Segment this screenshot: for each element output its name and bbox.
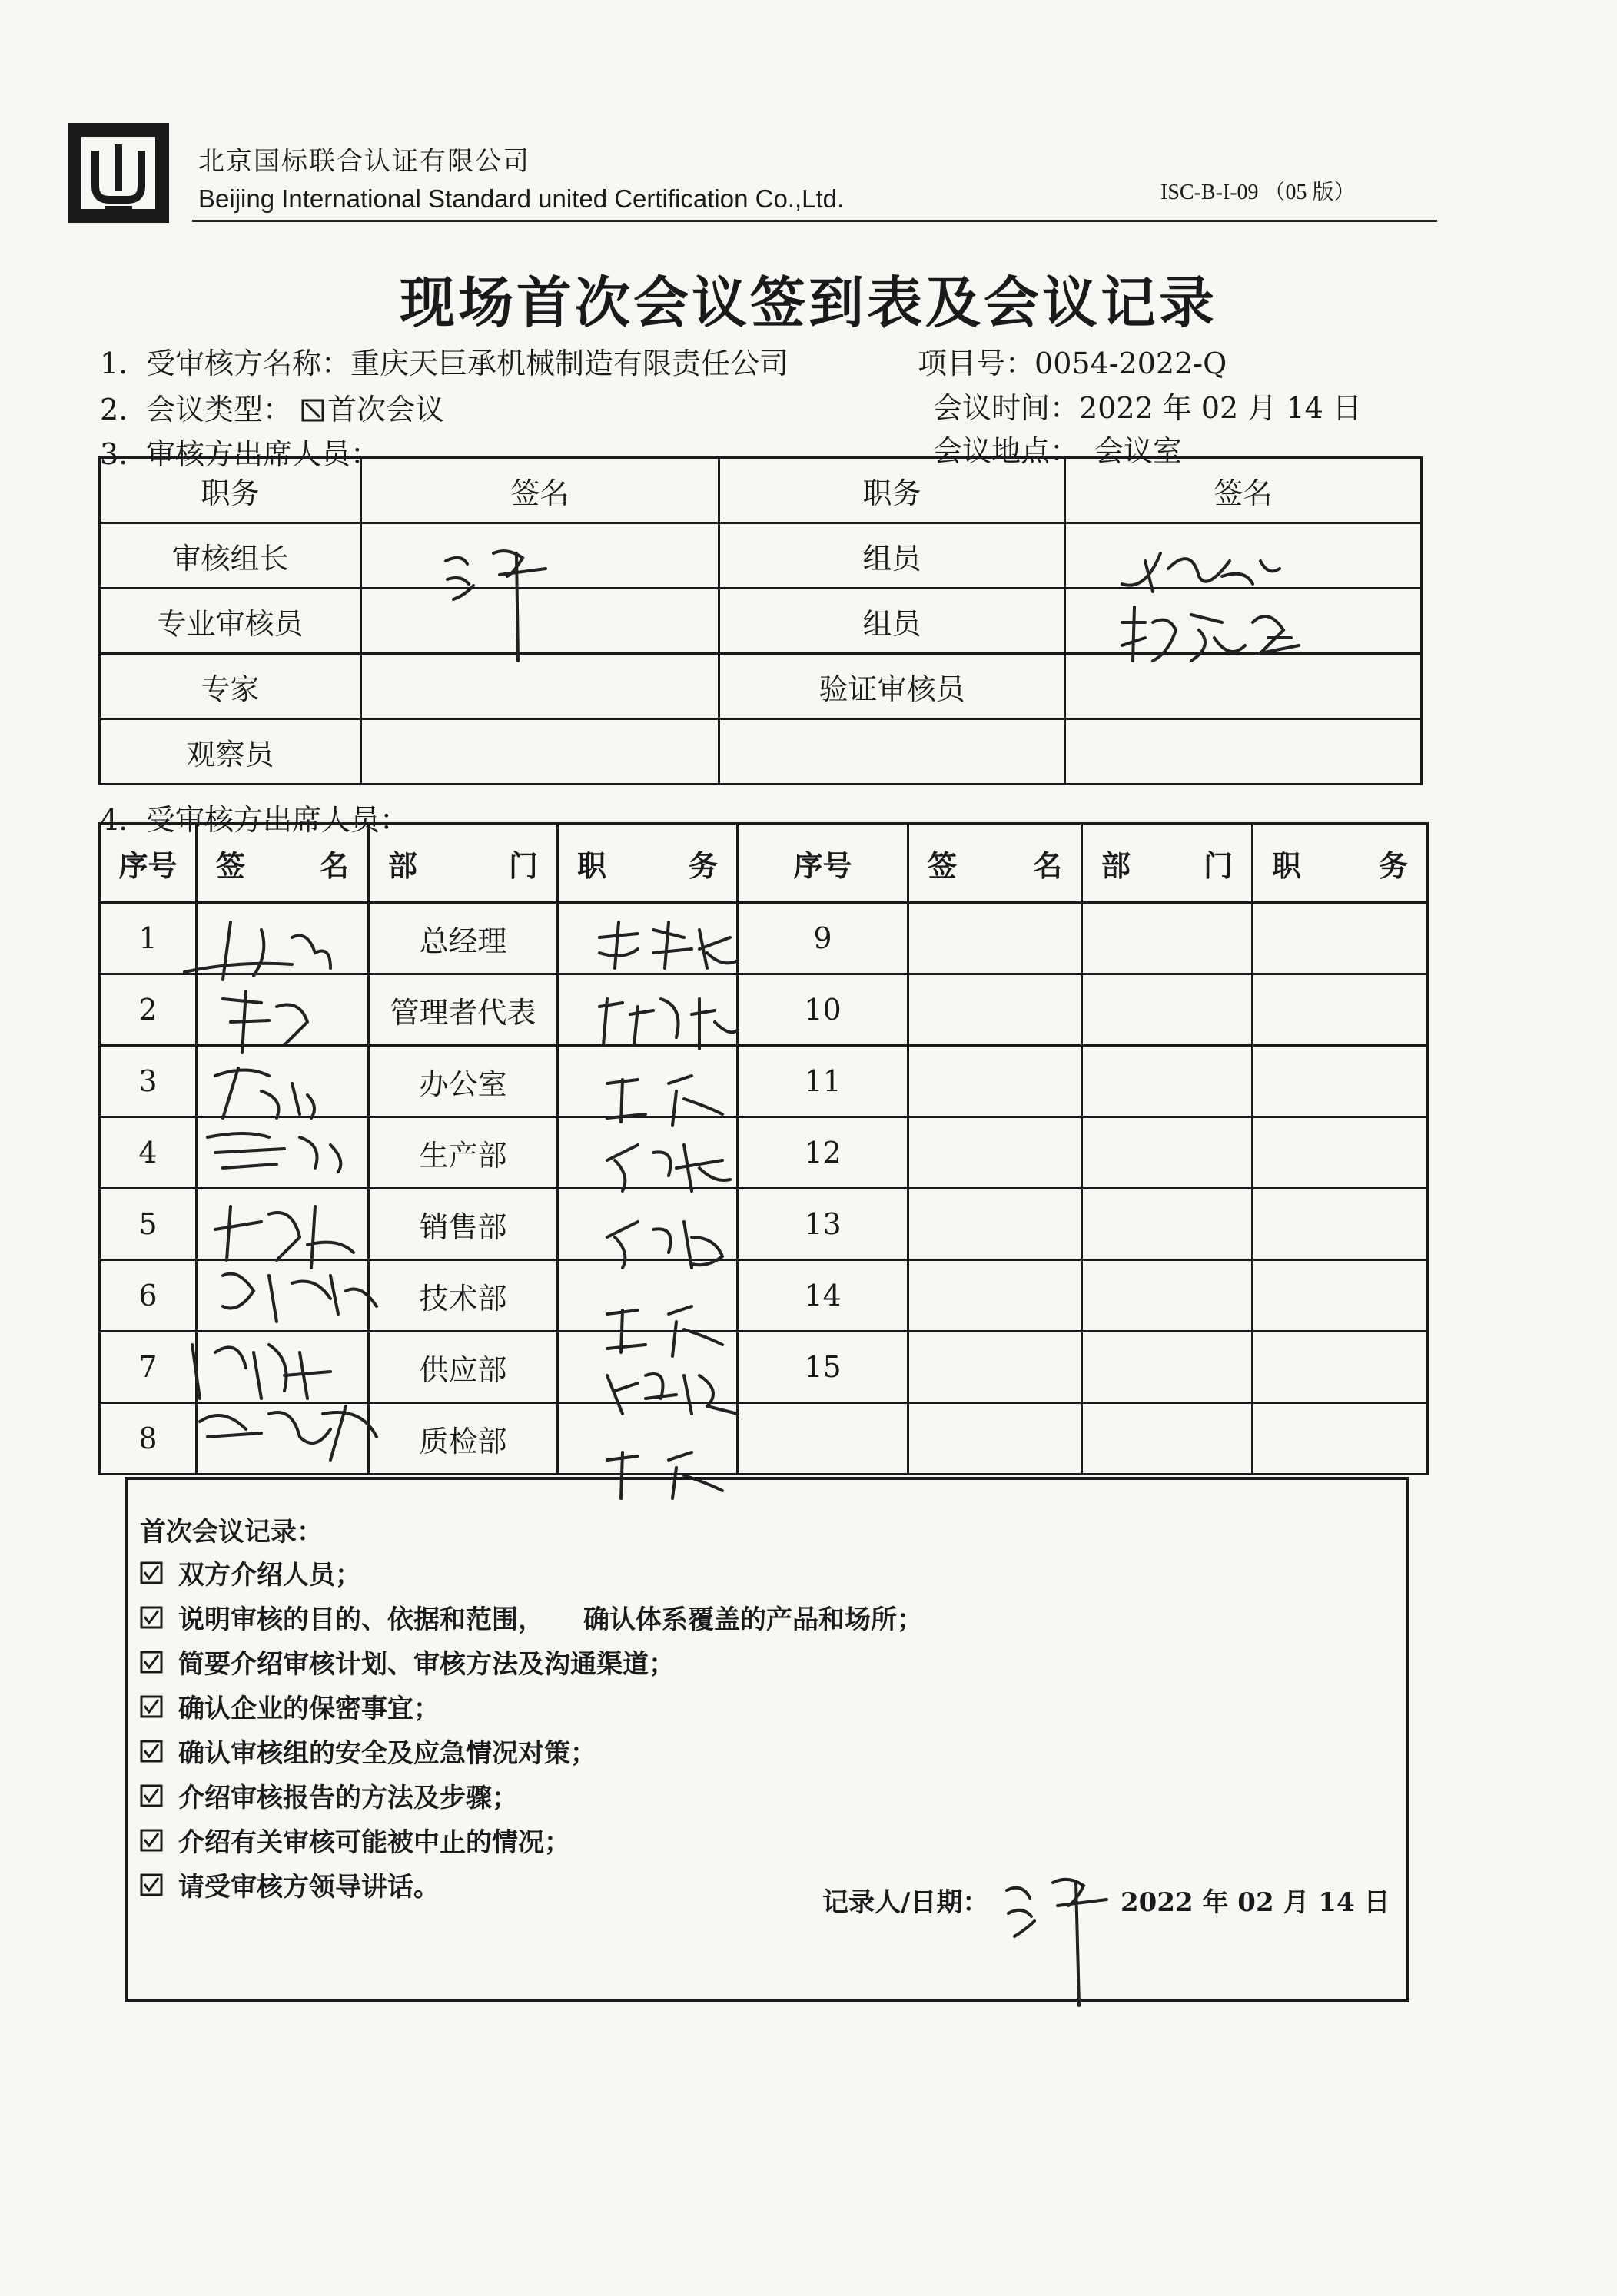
row-no: 10 xyxy=(738,974,908,1046)
record-title: 首次会议记录： xyxy=(140,1517,323,1548)
row-no: 14 xyxy=(738,1260,908,1332)
checkbox-checked-icon xyxy=(140,1695,163,1718)
dept-cell: 技术部 xyxy=(369,1260,558,1332)
header-no: 序号 xyxy=(738,824,908,903)
header-no: 序号 xyxy=(100,824,197,903)
record-item: 确认企业的保密事宜； xyxy=(140,1687,440,1725)
row-no: 4 xyxy=(100,1117,197,1189)
dept-cell: 供应部 xyxy=(369,1332,558,1403)
header-position: 职 务 xyxy=(1253,824,1428,903)
row-no: 9 xyxy=(738,903,908,974)
row-no: 2 xyxy=(100,974,197,1046)
dept-cell: 销售部 xyxy=(369,1189,558,1260)
document-code: ISC-B-I-09 （05 版） xyxy=(1160,181,1356,204)
meeting-type-label: 会议类型： xyxy=(146,393,293,426)
checkbox-checked-icon xyxy=(140,1740,163,1763)
dept-cell: 质检部 xyxy=(369,1403,558,1475)
record-item: 请受审核方领导讲话。 xyxy=(140,1866,440,1903)
table-header-row xyxy=(100,824,1428,903)
header-sign: 签名 xyxy=(1065,458,1422,523)
auditee-line xyxy=(100,340,789,382)
record-item: 简要介绍审核计划、审核方法及沟通渠道； xyxy=(140,1643,675,1681)
project-number: 0054-2022-Q xyxy=(1034,347,1227,380)
header-role: 职务 xyxy=(719,458,1065,523)
checkbox-checked-icon xyxy=(140,1651,163,1674)
record-item: 确认审核组的安全及应急情况对策； xyxy=(140,1732,596,1770)
page-title: 现场首次会议签到表及会议记录 xyxy=(399,270,1217,335)
empty-cell xyxy=(1065,719,1422,785)
table-header-row xyxy=(100,458,1422,523)
handwritten-signature xyxy=(1114,530,1291,607)
meeting-type-value: 首次会议 xyxy=(327,393,445,426)
header-rule xyxy=(192,220,1437,222)
signature-cell xyxy=(361,719,719,785)
item-number: 1. xyxy=(100,347,128,380)
record-item: 介绍审核报告的方法及步骤； xyxy=(140,1777,518,1814)
header-role: 职务 xyxy=(100,458,361,523)
recorder-label: 记录人/日期： xyxy=(822,1887,989,1918)
row-no: 13 xyxy=(738,1189,908,1260)
table-row xyxy=(100,719,1422,785)
header-position: 职 务 xyxy=(558,824,738,903)
role-cell: 组员 xyxy=(719,589,1065,654)
meeting-time-line xyxy=(933,384,1362,426)
dept-cell: 总经理 xyxy=(369,903,558,974)
role-cell: 专业审核员 xyxy=(100,589,361,654)
project-label: 项目号： xyxy=(918,347,1035,380)
header-sign: 签 名 xyxy=(197,824,369,903)
row-no xyxy=(738,1403,908,1475)
row-no: 11 xyxy=(738,1046,908,1117)
company-name-en: Beijing International Standard united Certification Co.,Ltd. xyxy=(198,184,845,213)
record-item: 双方介绍人员； xyxy=(140,1554,361,1591)
item-number: 2. xyxy=(100,393,128,426)
row-no: 8 xyxy=(100,1403,197,1475)
meeting-time: 2022 年 02 月 14 日 xyxy=(1079,391,1362,425)
handwritten-signatures-group xyxy=(177,907,607,1475)
item-number: 3. xyxy=(100,437,128,471)
handwritten-positions-group xyxy=(592,914,745,1468)
record-date: 2022 年 02 月 14 日 xyxy=(1121,1887,1390,1918)
checkbox-checked-icon xyxy=(301,399,324,422)
role-cell: 组员 xyxy=(719,523,1065,589)
dept-cell: 生产部 xyxy=(369,1117,558,1189)
meeting-type-line xyxy=(100,386,444,428)
auditor-attendees-label: 审核方出席人员： xyxy=(146,437,380,471)
dept-cell: 管理者代表 xyxy=(369,974,558,1046)
row-no: 5 xyxy=(100,1189,197,1260)
auditee-attendees-label: 受审核方出席人员： xyxy=(146,803,410,837)
handwritten-signature xyxy=(999,1860,1122,2013)
header-dept: 部 门 xyxy=(1082,824,1253,903)
dept-cell: 办公室 xyxy=(369,1046,558,1117)
checkbox-checked-icon xyxy=(140,1829,163,1852)
meeting-place-label: 会议地点： xyxy=(933,434,1080,468)
company-logo xyxy=(65,120,172,226)
meeting-place: 会议室 xyxy=(1094,434,1183,468)
role-cell: 专家 xyxy=(100,654,361,719)
auditee-label: 受审核方名称： xyxy=(146,347,351,380)
checkbox-checked-icon xyxy=(140,1873,163,1896)
row-no: 7 xyxy=(100,1332,197,1403)
empty-cell xyxy=(719,719,1065,785)
meeting-time-label: 会议时间： xyxy=(933,391,1080,425)
handwritten-signature xyxy=(430,530,584,669)
role-cell: 观察员 xyxy=(100,719,361,785)
item-number: 4. xyxy=(100,803,128,837)
checkbox-checked-icon xyxy=(140,1784,163,1807)
row-no: 1 xyxy=(100,903,197,974)
row-no: 6 xyxy=(100,1260,197,1332)
row-no: 12 xyxy=(738,1117,908,1189)
row-no: 3 xyxy=(100,1046,197,1117)
auditee-name: 重庆天巨承机械制造有限责任公司 xyxy=(350,347,789,380)
handwritten-signature xyxy=(1114,599,1314,676)
role-cell: 审核组长 xyxy=(100,523,361,589)
header-sign: 签名 xyxy=(361,458,719,523)
role-cell: 验证审核员 xyxy=(719,654,1065,719)
record-item: 说明审核的目的、依据和范围， 确认体系覆盖的产品和场所； xyxy=(140,1598,923,1636)
header-dept: 部 门 xyxy=(369,824,558,903)
checkbox-checked-icon xyxy=(140,1561,163,1584)
checkbox-checked-icon xyxy=(140,1606,163,1629)
header-sign: 签 名 xyxy=(908,824,1082,903)
project-line xyxy=(918,340,1227,382)
row-no: 15 xyxy=(738,1332,908,1403)
record-item: 介绍有关审核可能被中止的情况； xyxy=(140,1821,570,1859)
company-name-cn: 北京国标联合认证有限公司 xyxy=(198,146,530,177)
